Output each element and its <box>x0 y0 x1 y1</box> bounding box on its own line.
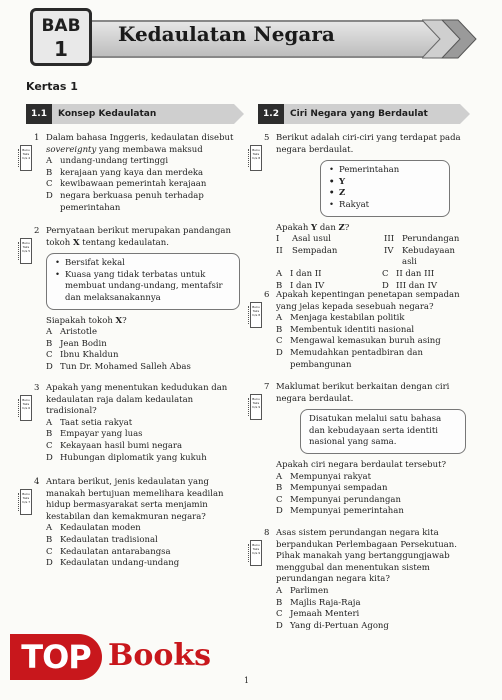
option[interactable]: C Jemaah Menteri <box>276 609 360 620</box>
question-number: 8 <box>264 528 270 538</box>
option[interactable]: C Kedaulatan antarabangsa <box>46 546 171 557</box>
question-number: 1 <box>34 133 40 143</box>
question-stem: Apakah yang menentukan kedudukan dan kedaulatan raja dalam kedaulatan tradisional? <box>46 383 228 417</box>
question-ask: Apakah Y dan Z? <box>276 222 350 233</box>
question-number: 4 <box>34 477 40 487</box>
section-header-1-1 <box>26 104 234 124</box>
question-stem: Antara berikut, jenis kedaulatan yang manakah bertujuan memelihara keadilan hidup bermasyarakat serta menjamin kestabilan dan kemakmuran negara? <box>46 477 224 522</box>
box-item: • Y <box>329 177 441 189</box>
option[interactable]: B Kedaulatan tradisional <box>46 534 158 545</box>
textbook-reference-icon: Buku Teks m/s 4 <box>20 145 32 171</box>
question-3 <box>21 383 240 464</box>
statement-item: • Kuasa yang tidak terbatas untuk membuat undang-undang, mentafsir dan melaksanakannya <box>55 270 231 305</box>
section-title: Ciri Negara yang Berdaulat <box>290 109 428 119</box>
chapter-word: BAB <box>41 16 81 36</box>
question-6 <box>251 290 468 371</box>
textbook-reference-icon: Buku Teks m/s 5 <box>20 238 32 264</box>
question-stem: Asas sistem perundangan negara kita berpandukan Perlembagaan Persekutuan. Pihak manakah yang bertanggungjawab menggubal dan menentukan sistem perundangan negara kita? <box>276 528 457 585</box>
textbook-reference-icon: Buku Teks m/s 9 <box>250 394 262 420</box>
question-number: 6 <box>264 290 270 300</box>
textbook-reference-icon: Buku Teks m/s 7 <box>20 489 32 515</box>
question-1 <box>21 133 240 214</box>
option[interactable]: B kerajaan yang kaya dan merdeka <box>46 167 204 178</box>
question-ask: Apakah ciri negara berdaulat tersebut? <box>276 459 447 470</box>
option[interactable]: C Kekayaan hasil bumi negara <box>46 440 183 451</box>
textbook-reference-icon: Buku Teks m/s 6 <box>20 395 32 421</box>
option[interactable]: A Mempunyai rakyat <box>276 471 372 482</box>
textbook-reference-icon: Buku Teks m/s 8 <box>250 302 262 328</box>
question-7 <box>251 382 468 518</box>
statement-box <box>46 253 240 309</box>
question-stem: Pernyataan berikut merupakan pandangan tokoh X tentang kedaulatan. <box>46 226 231 248</box>
logo-books: Books <box>108 638 212 673</box>
question-stem: Berikut adalah ciri-ciri yang terdapat pada negara berdaulat. <box>276 133 461 155</box>
option[interactable]: D negara berkuasa penuh terhadap pemerintahan <box>46 190 204 213</box>
option[interactable]: A Parlimen <box>276 585 329 596</box>
question-8 <box>251 528 468 632</box>
box-item: • Rakyat <box>329 200 441 212</box>
question-number: 2 <box>34 226 40 236</box>
statement-item: • Bersifat kekal <box>55 258 231 270</box>
chapter-title: Kedaulatan Negara <box>118 22 335 46</box>
option[interactable]: A Kedaulatan moden <box>46 523 141 534</box>
option[interactable]: B Empayar yang luas <box>46 429 143 440</box>
logo-top: TOP <box>10 634 102 680</box>
page-number: 1 <box>244 676 250 685</box>
option[interactable]: D Memudahkan pentadbiran dan pembangunan <box>276 347 423 370</box>
option[interactable]: A undang-undang tertinggi <box>46 156 169 167</box>
info-box: Disatukan melalui satu bahasa dan kebudayaan serta identiti nasional yang sama. <box>300 409 466 454</box>
section-number: 1.2 <box>258 104 284 124</box>
question-5 <box>251 133 468 292</box>
section-title: Konsep Kedaulatan <box>58 109 157 119</box>
answer-options[interactable]: A I dan II C II dan III B I dan IV D III dan IV <box>276 268 437 291</box>
roman-options: I Asal usul III Perundangan II Sempadan IV Kebudayaan asli <box>276 234 460 268</box>
section-number: 1.1 <box>26 104 52 124</box>
textbook-reference-icon: Buku Teks m/s 8 <box>250 145 262 171</box>
option[interactable]: C Mempunyai perundangan <box>276 494 401 505</box>
chevron-arrows-icon <box>422 14 482 64</box>
characteristics-box <box>320 160 450 216</box>
option[interactable]: C Ibnu Khaldun <box>46 350 119 361</box>
question-stem: Dalam bahasa Inggeris, kedaulatan disebut sovereignty yang membawa maksud <box>46 133 234 155</box>
option[interactable]: B Membentuk identiti nasional <box>276 324 415 335</box>
chapter-number-box <box>30 8 92 66</box>
textbook-reference-icon: Buku Teks m/s 9 <box>250 540 262 566</box>
option[interactable]: C Mengawal kemasukan buruh asing <box>276 336 441 347</box>
question-4 <box>21 477 240 570</box>
question-number: 7 <box>264 382 270 392</box>
paper-label: Kertas 1 <box>26 80 78 93</box>
option[interactable]: A Menjaga kestabilan politik <box>276 313 405 324</box>
option[interactable]: C kewibawaan pemerintah kerajaan <box>46 179 207 190</box>
option[interactable]: D Hubungan diplomatik yang kukuh <box>46 452 207 463</box>
option[interactable]: A Taat setia rakyat <box>46 417 133 428</box>
question-stem: Apakah kepentingan penetapan sempadan yang jelas kepada sesebuah negara? <box>276 290 460 312</box>
section-header-1-2 <box>258 104 460 124</box>
question-ask: Siapakah tokoh X? <box>46 315 127 326</box>
option[interactable]: B Jean Bodin <box>46 338 107 349</box>
question-2 <box>21 226 240 374</box>
question-stem: Maklumat berikut berkaitan dengan ciri negara berdaulat. <box>276 382 450 404</box>
chapter-number: 1 <box>54 37 68 61</box>
option[interactable]: D Kedaulatan undang-undang <box>46 558 180 569</box>
box-item: • Z <box>329 188 441 200</box>
option[interactable]: D Yang di-Pertuan Agong <box>276 620 389 631</box>
option[interactable]: D Tun Dr. Mohamed Salleh Abas <box>46 361 191 372</box>
topbooks-logo <box>10 632 210 684</box>
box-item: • Pemerintahan <box>329 165 441 177</box>
option[interactable]: B Mempunyai sempadan <box>276 483 388 494</box>
question-number: 3 <box>34 383 40 393</box>
option[interactable]: D Mempunyai pemerintahan <box>276 506 404 517</box>
option[interactable]: B Majlis Raja-Raja <box>276 597 361 608</box>
question-number: 5 <box>264 133 270 143</box>
option[interactable]: A Aristotle <box>46 327 97 338</box>
